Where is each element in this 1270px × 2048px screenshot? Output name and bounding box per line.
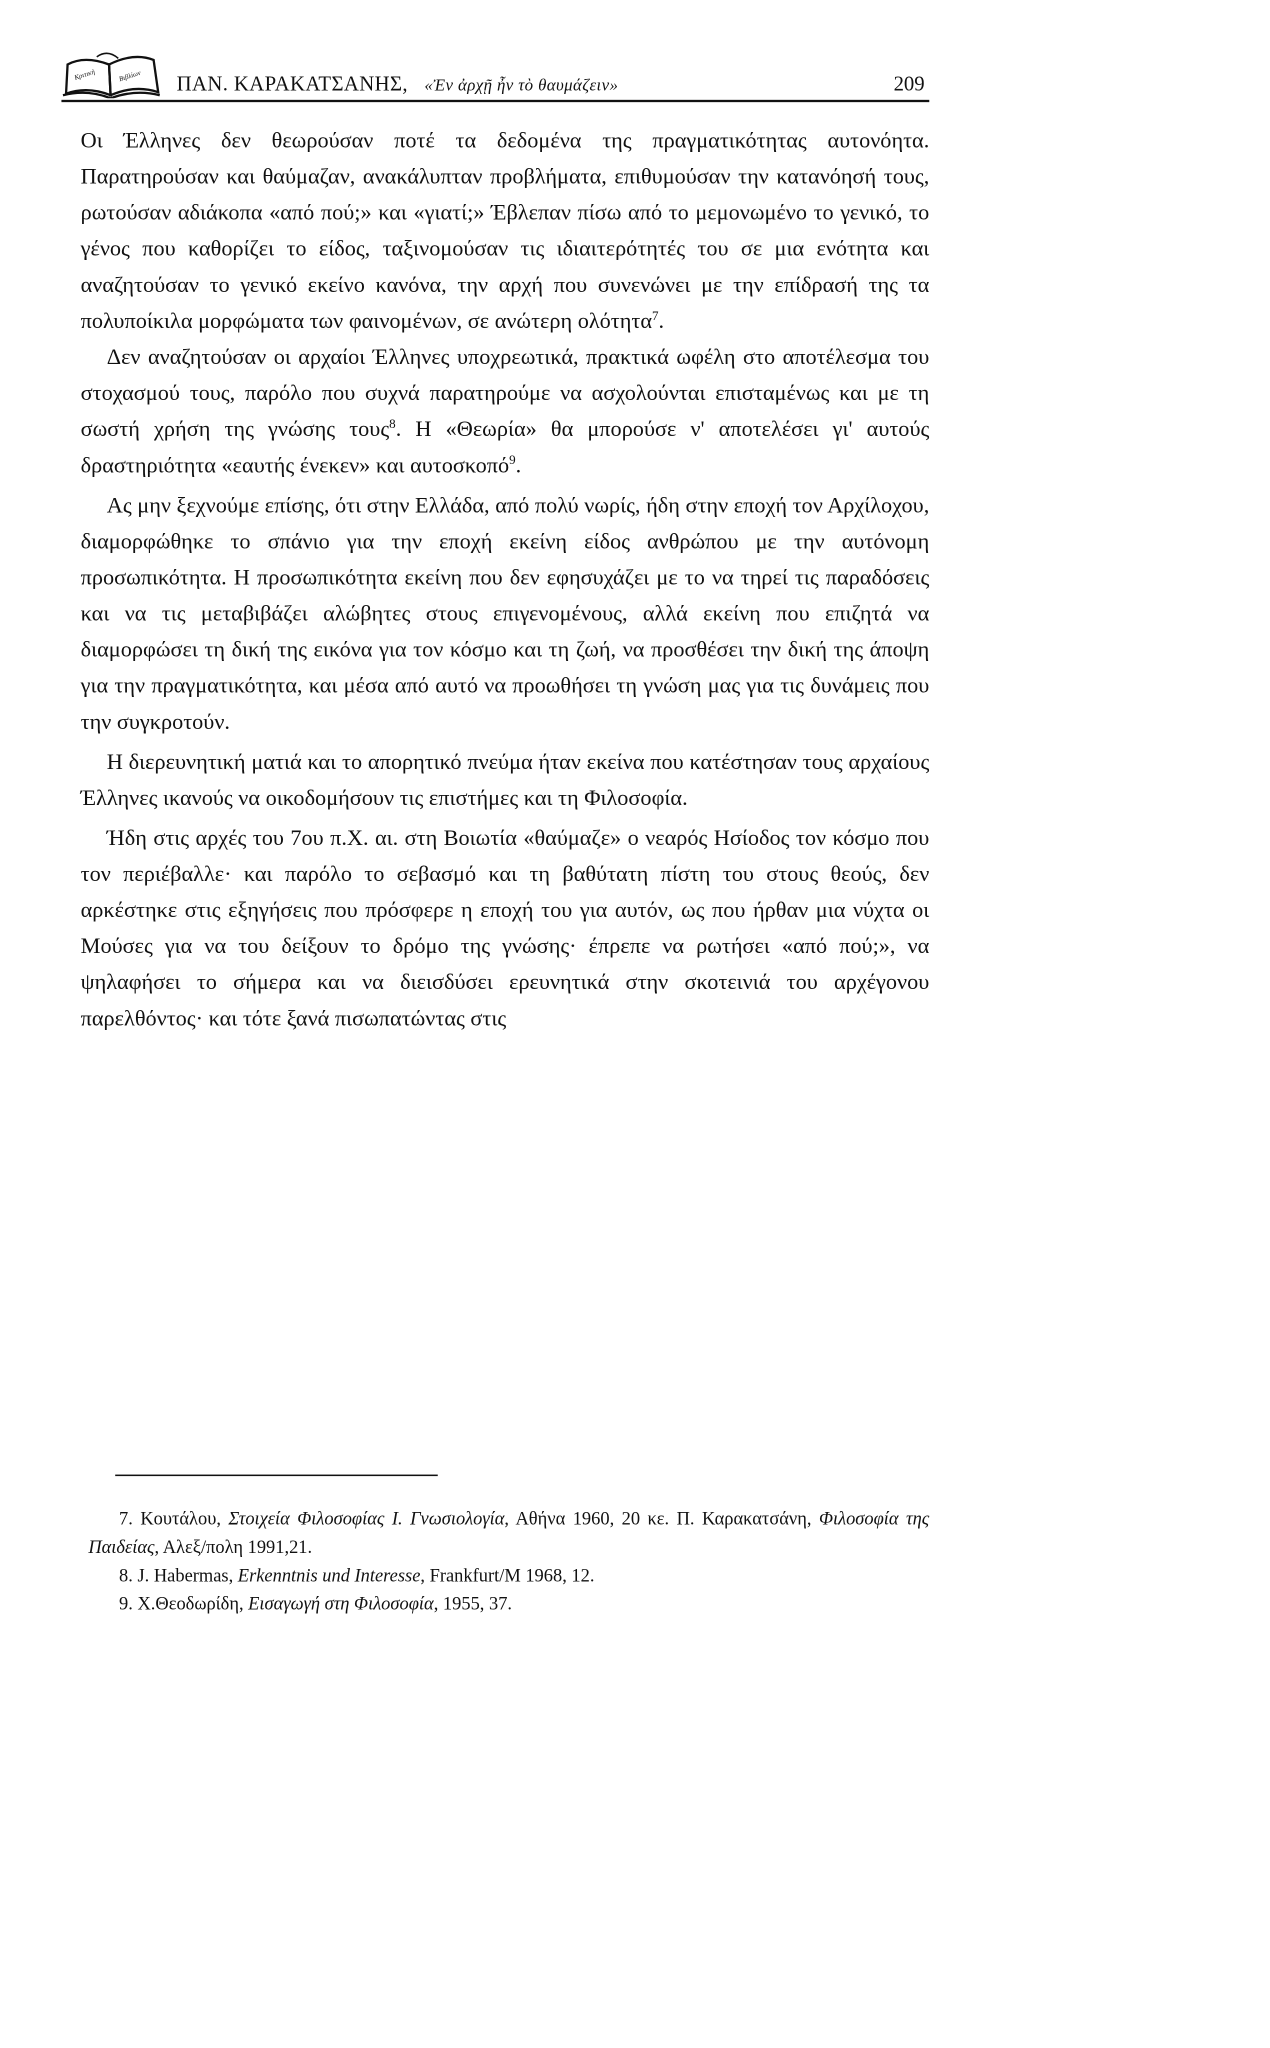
footnote-ref-9: 9 xyxy=(509,452,516,468)
paragraph-5: Ήδη στις αρχές του 7ου π.Χ. αι. στη Βοιωτία «θαύμαζε» ο νεαρός Ησίοδος τον κόσμο που τον περιέβαλλε· και παρόλο το σεβασμό και τη βαθύτατη πίστη του στους θεούς, δεν αρκέστηκε στις εξηγήσεις που πρόσφερε η εποχή του για αυτόν, ως που ήρθαν μια νύχτα οι Μούσες για να του δείξουν το δρόμο της γνώσης· έπρεπε να ρωτήσει «από πού;», να ψηλαφήσει το σήμερα και να διεισδύσει ερευνητικά στην σκοτεινιά του αρχέγονου παρελθόντος· και τότε ξανά πισωπατώντας στις xyxy=(80,825,930,1031)
paragraph-2 xyxy=(81,339,930,483)
header-title xyxy=(177,72,619,96)
footnote-7-author: Κουτάλου, xyxy=(140,1509,229,1530)
footnote-8-rest: , Frankfurt/M 1968, 12. xyxy=(420,1565,595,1586)
paragraph-2-text-a: Δεν αναζητούσαν οι αρχαίοι Έλληνες υποχρεωτικά, πρακτικά ωφέλη στο αποτέλεσμα του στοχασμού τους, παρόλο που συχνά παρατηρούμε να ασχολούνται επισταμένως και με τη σωστή χρήση της γνώσης τους xyxy=(80,344,930,442)
footnote-7-rest-2: , Αλεξ/πολη 1991,21. xyxy=(154,1537,313,1558)
paragraph-2-end: . xyxy=(515,453,522,478)
paragraph-1-end: . xyxy=(658,308,665,334)
footnote-9-title: Εισαγωγή στη Φιλοσοφία xyxy=(248,1594,434,1615)
logo-text-right: Βιβλίων xyxy=(118,69,142,84)
footnote-7-rest: , Αθήνα 1960, 20 κε. Π. Καρακατσάνη, xyxy=(504,1509,819,1530)
paragraph-3: Ας μην ξεχνούμε επίσης, ότι στην Ελλάδα, από πολύ νωρίς, ήδη στην εποχή τον Αρχίλοχου, διαμορφώθηκε το σπάνιο για την εποχή εκείνη είδος ανθρώπου με την αυτόνομη προσωπικότητα. Η προσωπικότητα εκείνη που δεν εφησυχάζει με το να τηρεί τις παραδόσεις και να τις μεταβιβάζει αλώβητες στους επιγενομένους, αλλά εκείνη που επιζητά να διαμορφώσει τη δική της εικόνα για τον κόσμο και τη ζωή, να προσθέσει την δική της άποψη για την πραγματικότητα, και μέσα από αυτό να προωθήσει τη γνώση μας για τις δυνάμεις που την συγκροτούν. xyxy=(80,493,930,735)
footnote-ref-8: 8 xyxy=(389,416,396,432)
footnote-9 xyxy=(88,1591,929,1619)
footnote-9-rest: , 1955, 37. xyxy=(433,1594,513,1615)
footnote-8-number: 8. xyxy=(119,1565,138,1586)
footnote-8-title: Erkenntnis und Interesse xyxy=(237,1565,421,1586)
footnote-8-author: J. Habermas, xyxy=(137,1565,238,1586)
paragraph-1-text: Οι Έλληνες δεν θεωρούσαν ποτέ τα δεδομένα της πραγματικότητας αυτονόητα. Παρατηρούσαν και θαύμαζαν, ανακάλυπταν προβλήματα, επιθυμούσαν την κατανόησή τους, ρωτούσαν αδιάκοπα «από πού;» και «γιατί;» Έβλεπαν πίσω από το μεμονωμένο το γενικό, το γένος που καθορίζει το είδος, ταξινομούσαν τις ιδιαιτερότητές του σε μια ενότητα και αναζητούσαν το γενικό εκείνο κανόνα, την αρχή που συνενώνει με την επίδρασή της τα πολυποίκιλα μορφώματα των φαινομένων, σε ανώτερη ολότητα xyxy=(80,128,930,334)
paragraph-1 xyxy=(81,123,930,340)
footnote-9-number: 9. xyxy=(119,1594,138,1615)
page-number: 209 xyxy=(893,72,925,96)
footnote-9-author: Χ.Θεοδωρίδη, xyxy=(137,1594,249,1615)
header-rule xyxy=(61,100,929,102)
footnote-8 xyxy=(88,1562,929,1590)
body-text xyxy=(81,123,930,1037)
paragraph-2-text-b: . Η «Θεωρία» θα μπορούσε ν' αποτελέσει γι' αυτούς δραστηριότητα «εαυτής ένεκεν» και αυτοσκοπό xyxy=(80,417,930,478)
logo-text-left: Κριτική xyxy=(73,68,96,82)
footnote-7-title-2: Φιλοσοφία της Παιδείας xyxy=(88,1509,930,1558)
footnote-7-number: 7. xyxy=(119,1509,141,1530)
header-author: ΠΑΝ. ΚΑΡΑΚΑΤΣΑΝΗΣ, xyxy=(176,72,409,96)
open-book-logo xyxy=(61,48,161,99)
footnote-7-title: Στοιχεία Φιλοσοφίας Ι. Γνωσιολογία xyxy=(228,1509,505,1530)
footnote-7 xyxy=(88,1505,929,1562)
footnote-rule xyxy=(115,1475,438,1477)
paragraph-4: Η διερευνητική ματιά και το απορητικό πνεύμα ήταν εκείνα που κατέστησαν τους αρχαίους Έλληνες ικανούς να οικοδομήσουν τις επιστήμες και τη Φιλοσοφία. xyxy=(80,749,930,811)
footnote-ref-7: 7 xyxy=(652,308,659,323)
header-subtitle: «Ἐν ἀρχῇ ἦν τὸ θαυμάζειν» xyxy=(424,75,619,95)
footnotes xyxy=(88,1505,929,1619)
running-header xyxy=(61,48,929,102)
